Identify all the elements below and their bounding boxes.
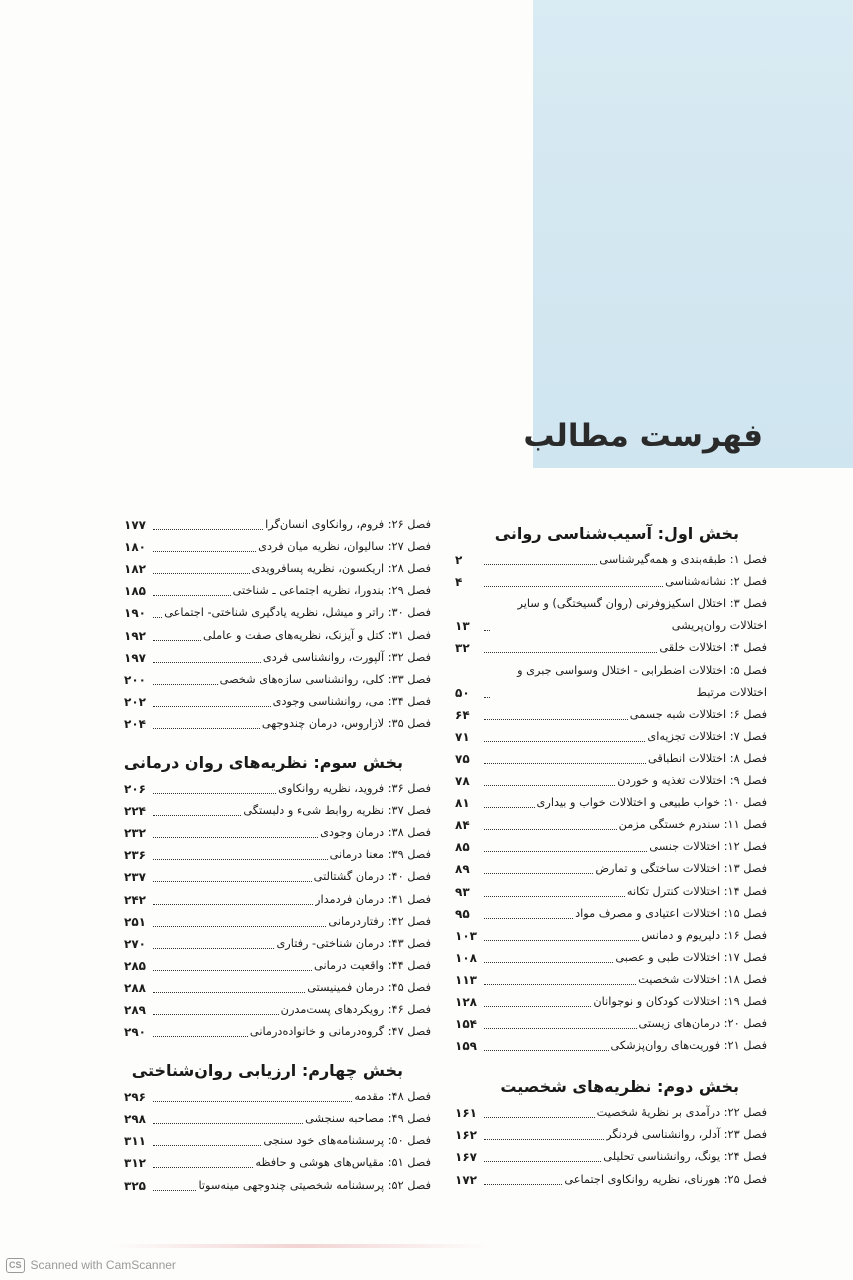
page-number: ۱۰۸ <box>455 950 477 965</box>
toc-entry <box>455 1035 767 1057</box>
chapter-title: فصل ۳۶: فروید، نظریه روانکاوی <box>278 782 431 796</box>
toc-entry <box>124 1152 431 1174</box>
page-number: ۲۲۴ <box>124 804 146 819</box>
chapter-title: فصل ۱: طبقه‌بندی و همه‌گیرشناسی <box>599 553 767 567</box>
page-number: ۸۱ <box>455 796 470 811</box>
dot-leader <box>153 793 276 794</box>
chapter-title: فصل ۴۹: مصاحبه سنجشی <box>305 1112 431 1126</box>
chapter-title: فصل ۶: اختلالات شبه جسمی <box>629 707 767 721</box>
toc-entry <box>455 726 767 748</box>
toc-entry <box>124 647 431 669</box>
chapter-title: فصل ۸: اختلالات انطباقی <box>648 751 767 765</box>
toc-entry <box>455 880 767 902</box>
toc-entry <box>455 1146 767 1168</box>
dot-leader <box>153 1190 196 1191</box>
toc-entry <box>455 903 767 925</box>
chapter-title: فصل ۲۵: هورنای، نظریه روانکاوی اجتماعی <box>564 1172 767 1186</box>
dot-leader <box>484 940 639 941</box>
chapter-title: فصل ۳۸: درمان وجودی <box>320 826 431 840</box>
toc-entry <box>455 858 767 880</box>
page-number: ۲۰۴ <box>124 716 146 731</box>
page-number: ۶۴ <box>455 707 470 722</box>
toc-entry <box>124 558 431 580</box>
page-number: ۲۵۱ <box>124 914 146 929</box>
page-number: ۱۹۰ <box>124 606 146 621</box>
chapter-title: فصل ۲۰: درمان‌های زیستی <box>638 1017 767 1031</box>
toc-entry <box>124 888 431 910</box>
toc-entry <box>455 549 767 571</box>
chapter-title: فصل ۲۲: درآمدی بر نظریهٔ شخصیت <box>596 1106 767 1120</box>
watermark-text: Scanned with CamScanner <box>30 1258 176 1272</box>
chapter-title: فصل ۳: اختلال اسکیزوفرنی (روان گسیختگی) و سایر اختلالات روان‌پریشی <box>517 597 767 633</box>
dot-leader <box>153 1145 261 1146</box>
chapter-title: فصل ۲۹: بندورا، نظریه اجتماعی ـ شناختی <box>232 584 431 598</box>
page-number: ۲۸۸ <box>124 980 146 995</box>
toc-entry <box>124 999 431 1021</box>
page-number: ۲۴۲ <box>124 892 146 907</box>
dot-leader <box>153 617 162 618</box>
chapter-title: فصل ۵۰: پرسشنامه‌های خود سنجی <box>263 1134 431 1148</box>
page-number: ۲۰۲ <box>124 694 146 709</box>
page-number: ۱۸۰ <box>124 540 146 555</box>
dot-leader <box>153 815 241 816</box>
toc-entry <box>124 1130 431 1152</box>
toc-entry <box>124 911 431 933</box>
dot-leader <box>153 881 312 882</box>
toc-entry <box>124 536 431 558</box>
toc-entry <box>455 1168 767 1190</box>
page-number: ۷۵ <box>455 751 470 766</box>
dot-leader <box>153 684 218 685</box>
page-number: ۲۸۵ <box>124 958 146 973</box>
dot-leader <box>484 1139 604 1140</box>
chapter-title: فصل ۵۲: پرسشنامه شخصیتی چندوجهی مینه‌سوتا <box>198 1178 431 1192</box>
chapter-title: فصل ۴۷: گروه‌درمانی و خانواده‌درمانی <box>249 1025 431 1039</box>
dot-leader <box>484 1161 601 1162</box>
dot-leader <box>153 551 256 552</box>
page-number: ۱۱۳ <box>455 972 477 987</box>
dot-leader <box>153 1036 248 1037</box>
dot-leader <box>484 1117 595 1118</box>
toc-entry <box>455 571 767 593</box>
dot-leader <box>484 630 490 631</box>
chapter-title: فصل ۱۹: اختلالات کودکان و نوجوانان <box>593 994 767 1008</box>
chapter-title: فصل ۲۷: سالیوان، نظریه میان فردی <box>258 540 431 554</box>
toc-entry <box>124 1174 431 1196</box>
chapter-title: فصل ۳۴: می، روانشناسی وجودی <box>272 694 431 708</box>
toc-entry <box>124 1021 431 1043</box>
dot-leader <box>484 984 636 985</box>
chapter-title: فصل ۴۳: درمان شناختی- رفتاری <box>276 936 431 950</box>
dot-leader <box>484 873 593 874</box>
dot-leader <box>153 529 263 530</box>
page-number: ۹۵ <box>455 906 470 921</box>
toc-entry <box>455 836 767 858</box>
chapter-title: فصل ۴۰: درمان گشتالتی <box>313 870 431 884</box>
chapter-title: فصل ۱۸: اختلالات شخصیت <box>638 972 767 986</box>
toc-entry <box>455 991 767 1013</box>
dot-leader <box>484 564 597 565</box>
chapter-title: فصل ۱۷: اختلالات طبی و عصبی <box>615 950 767 964</box>
toc-entry <box>455 659 767 703</box>
chapter-title: فصل ۳۷: نظریه روابط شیء و دلبستگی <box>243 804 431 818</box>
chapter-title: فصل ۲۱: فوریت‌های روان‌پزشکی <box>610 1039 767 1053</box>
chapter-title: فصل ۱۰: خواب طبیعی و اختلالات خواب و بیداری <box>536 796 767 810</box>
dot-leader <box>153 662 261 663</box>
dot-leader <box>153 904 313 905</box>
page-number: ۲۸۹ <box>124 1002 146 1017</box>
toc-entry <box>455 748 767 770</box>
chapter-title: فصل ۲۴: یونگ، روانشناسی تحلیلی <box>603 1150 767 1164</box>
toc-entry <box>124 822 431 844</box>
toc-entry <box>124 669 431 691</box>
page-number: ۳۲۵ <box>124 1178 146 1193</box>
page-number: ۲۳۶ <box>124 848 146 863</box>
toc-entry <box>124 691 431 713</box>
page-number: ۷۸ <box>455 774 470 789</box>
toc-entry <box>455 792 767 814</box>
dot-leader <box>153 992 305 993</box>
toc-entry <box>124 1086 431 1108</box>
page-number: ۲۹۸ <box>124 1112 146 1127</box>
page-title: فهرست مطالب <box>523 418 763 454</box>
chapter-title: فصل ۴۱: درمان فردمدار <box>315 892 431 906</box>
page-number: ۴ <box>455 575 463 590</box>
toc-entry <box>455 593 767 637</box>
dot-leader <box>484 1006 591 1007</box>
page-number: ۱۸۵ <box>124 584 146 599</box>
chapter-title: فصل ۳۳: کلی، روانشناسی سازه‌های شخصی <box>219 672 431 686</box>
chapter-title: فصل ۵: اختلالات اضطرابی - اختلال وسواسی جبری و اختلالات مرتبط <box>517 663 767 699</box>
dot-leader <box>153 728 260 729</box>
dot-leader <box>484 1050 609 1051</box>
toc-column-left <box>124 514 431 1197</box>
scanner-watermark <box>6 1256 176 1274</box>
page-number: ۵۰ <box>455 685 470 700</box>
dot-leader <box>484 962 613 963</box>
page-number: ۳۲ <box>455 641 470 656</box>
chapter-title: فصل ۲۶: فروم، روانکاوی انسان‌گرا <box>265 518 431 532</box>
chapter-title: فصل ۵۱: مقیاس‌های هوشی و حافظه <box>255 1156 431 1170</box>
dot-leader <box>153 1167 253 1168</box>
page-number: ۱۷۲ <box>455 1172 477 1187</box>
page-number: ۱۷۷ <box>124 518 146 533</box>
chapter-title: فصل ۴۲: رفتاردرمانی <box>328 914 431 928</box>
toc-entry <box>455 925 767 947</box>
dot-leader <box>153 640 201 641</box>
page-number: ۱۶۱ <box>455 1106 477 1121</box>
toc-entry <box>455 637 767 659</box>
dot-leader <box>484 918 573 919</box>
chapter-title: فصل ۲: نشانه‌شناسی <box>665 575 767 589</box>
chapter-title: فصل ۲۸: اریکسون، نظریه پسافرویدی <box>251 562 431 576</box>
chapter-title: فصل ۴۵: درمان فمینیستی <box>307 980 431 994</box>
dot-leader <box>484 896 625 897</box>
toc-entry <box>455 1102 767 1124</box>
dot-leader <box>153 1014 279 1015</box>
page-number: ۸۹ <box>455 862 470 877</box>
toc-entry <box>124 624 431 646</box>
dot-leader <box>484 851 647 852</box>
page-number: ۱۳ <box>455 619 470 634</box>
toc-entry <box>124 713 431 735</box>
toc-entry <box>124 778 431 800</box>
dot-leader <box>153 926 326 927</box>
toc-entry <box>124 955 431 977</box>
chapter-title: فصل ۴۸: مقدمه <box>354 1090 431 1104</box>
toc-entry <box>455 704 767 726</box>
dot-leader <box>484 1184 562 1185</box>
chapter-title: فصل ۷: اختلالات تجزیه‌ای <box>647 729 767 743</box>
chapter-title: فصل ۳۱: کتل و آیزنک، نظریه‌های صفت و عاملی <box>203 628 431 642</box>
page-number: ۱۵۹ <box>455 1039 477 1054</box>
dot-leader <box>484 807 535 808</box>
chapter-title: فصل ۳۰: راتر و میشل، نظریه یادگیری شناختی- اجتماعی <box>164 606 431 620</box>
page-number: ۲۹۰ <box>124 1025 146 1040</box>
dot-leader <box>484 829 617 830</box>
page-number: ۱۶۷ <box>455 1150 477 1165</box>
section-heading: بخش چهارم: ارزیابی روان‌شناختی <box>131 1061 403 1081</box>
page-number: ۳۱۲ <box>124 1156 146 1171</box>
chapter-title: فصل ۱۵: اختلالات اعتیادی و مصرف مواد <box>575 906 767 920</box>
page-number: ۱۹۷ <box>124 650 146 665</box>
page-number: ۲۰۰ <box>124 672 146 687</box>
toc-entry <box>124 800 431 822</box>
dot-leader <box>484 652 657 653</box>
chapter-title: فصل ۱۱: سندرم خستگی مزمن <box>618 818 767 832</box>
page-number: ۸۴ <box>455 818 470 833</box>
dot-leader <box>153 948 274 949</box>
chapter-title: فصل ۹: اختلالات تغذیه و خوردن <box>617 774 767 788</box>
chapter-title: فصل ۲۳: آدلر، روانشناسی فردنگر <box>606 1128 767 1142</box>
toc-entry <box>124 602 431 624</box>
page-number: ۱۸۲ <box>124 562 146 577</box>
page-number: ۱۵۴ <box>455 1017 477 1032</box>
page-number: ۱۲۸ <box>455 994 477 1009</box>
toc-entry <box>455 770 767 792</box>
dot-leader <box>153 573 250 574</box>
dot-leader <box>484 697 490 698</box>
page-number: ۱۶۲ <box>455 1128 477 1143</box>
page-number: ۱۹۲ <box>124 628 146 643</box>
toc-entry <box>124 866 431 888</box>
scan-edge-strip <box>110 1244 490 1248</box>
dot-leader <box>153 859 328 860</box>
page-number: ۸۵ <box>455 840 470 855</box>
dot-leader <box>484 785 615 786</box>
dot-leader <box>484 763 646 764</box>
dot-leader <box>153 706 271 707</box>
page-number: ۹۳ <box>455 884 470 899</box>
page-number: ۲۹۶ <box>124 1090 146 1105</box>
title-band <box>533 0 853 468</box>
chapter-title: فصل ۱۴: اختلالات کنترل تکانه <box>626 884 767 898</box>
chapter-title: فصل ۱۲: اختلالات جنسی <box>649 840 767 854</box>
page-number: ۱۰۳ <box>455 928 477 943</box>
dot-leader <box>153 970 312 971</box>
page-number: ۲۰۶ <box>124 782 146 797</box>
section-heading: بخش سوم: نظریه‌های روان درمانی <box>123 752 403 772</box>
toc-entry <box>124 514 431 536</box>
toc-entry <box>455 1124 767 1146</box>
toc-entry <box>124 1108 431 1130</box>
section-heading: بخش اول: آسیب‌شناسی روانی <box>494 524 739 543</box>
chapter-title: فصل ۴: اختلالات خلقی <box>659 641 767 655</box>
page-number: ۲۳۷ <box>124 870 146 885</box>
section-heading: بخش دوم: نظریه‌های شخصیت <box>500 1077 739 1097</box>
chapter-title: فصل ۴۶: رویکردهای پست‌مدرن <box>280 1002 431 1016</box>
toc-entry <box>455 1013 767 1035</box>
chapter-title: فصل ۱۳: اختلالات ساختگی و تمارض <box>595 862 767 876</box>
dot-leader <box>153 837 318 838</box>
toc-entry <box>455 814 767 836</box>
toc-entry <box>124 844 431 866</box>
chapter-title: فصل ۳۵: لازاروس، درمان چندوجهی <box>261 716 431 730</box>
dot-leader <box>153 1101 352 1102</box>
toc-entry <box>455 969 767 991</box>
chapter-title: فصل ۳۲: آلپورت، روانشناسی فردی <box>262 650 431 664</box>
chapter-title: فصل ۴۴: واقعیت درمانی <box>314 958 431 972</box>
dot-leader <box>484 586 663 587</box>
toc-entry <box>455 947 767 969</box>
toc-entry <box>124 977 431 999</box>
toc-column-right <box>455 522 767 1191</box>
page-number: ۳۱۱ <box>124 1134 146 1149</box>
dot-leader <box>153 595 231 596</box>
camscanner-logo-icon: CS <box>6 1258 25 1273</box>
page-number: ۲۷۰ <box>124 936 146 951</box>
dot-leader <box>484 719 628 720</box>
toc-entry <box>124 580 431 602</box>
toc-entry <box>124 933 431 955</box>
page-number: ۲ <box>455 553 463 568</box>
dot-leader <box>153 1123 303 1124</box>
dot-leader <box>484 741 645 742</box>
chapter-title: فصل ۳۹: معنا درمانی <box>329 848 431 862</box>
page-number: ۲۳۲ <box>124 826 146 841</box>
dot-leader <box>484 1028 637 1029</box>
chapter-title: فصل ۱۶: دلیریوم و دمانس <box>641 928 767 942</box>
page-number: ۷۱ <box>455 729 470 744</box>
